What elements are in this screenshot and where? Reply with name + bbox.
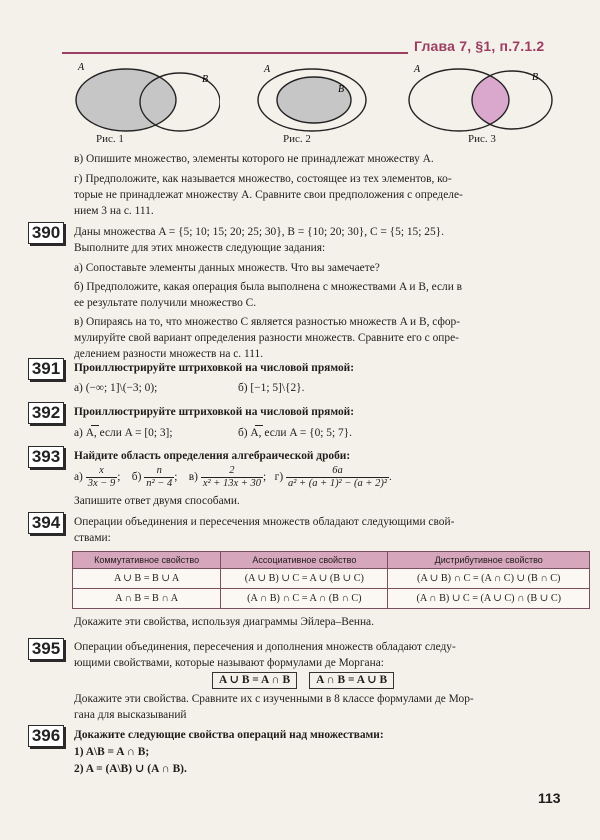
table-row — [73, 569, 590, 589]
task390-item-v-line1: в) Опираясь на то, что множество C является разностью множеств A и B, сфор- — [74, 316, 461, 328]
fraction-v-den: x² + 13x + 30 — [202, 478, 261, 489]
task395-line4: гана для высказываний — [74, 709, 187, 721]
task-number-396: 396 — [28, 725, 64, 747]
set-a-shaded — [76, 69, 176, 131]
task393-line1: Найдите область определения алгебраической дроби: — [74, 450, 351, 462]
table-cell: A ∪ B = B ∪ A — [73, 569, 221, 589]
formula-union-complement: A ∪ B = A ∩ B — [212, 672, 297, 689]
header-rule — [62, 52, 408, 54]
task389-item-v: в) Опишите множество, элементы которого не принадлежат множеству A. — [74, 153, 434, 165]
fraction-g-den: a² + (a + 1)² − (a + 2)² — [288, 478, 388, 489]
overline-mark-b — [255, 425, 263, 426]
task396-item-1: 1) A\B = A ∩ B; — [74, 746, 150, 758]
fraction-v — [201, 465, 263, 490]
task-number-392: 392 — [28, 402, 64, 424]
task392-item-a: а) A, если A = [0; 3]; — [74, 427, 173, 439]
figure-3 — [404, 60, 554, 132]
label-b: B — [338, 84, 345, 95]
task390-item-v-line3: делением разности множеств на с. 111. — [74, 348, 264, 360]
task-number-395: 395 — [28, 638, 64, 660]
task394-line1: Операции объединения и пересечения множеств обладают следующими свой- — [74, 516, 455, 528]
fraction-a — [86, 465, 118, 490]
task395-line3: Докажите эти свойства. Сравните их с изученными в 8 классе формулами де Мор- — [74, 693, 474, 705]
chapter-header: Глава 7, §1, п.7.1.2 — [414, 38, 545, 54]
task389-item-g-line2: торые не принадлежат множеству A. Сравните свои предположения с определе- — [74, 189, 463, 201]
table-row — [73, 589, 590, 609]
task393-fractions: а) $\frac{x}{3x - 9}$ ; б) $\frac{n}{\text{n² − 4}}$ ; в) $\frac{2}{\text{x² + 13x + 30}}$ ; г) $\frac{6a}{\text{a² + (a + 1)² − (a + 2)²}}$ . — [74, 465, 392, 489]
task391-item-a: а) (−∞; 1]\(−3; 0); — [74, 382, 158, 394]
task390-item-b-line1: б) Предположите, какая операция была выполнена с множествами A и B, если в — [74, 281, 463, 293]
task390-line1: Даны множества A = {5; 10; 15; 20; 25; 30}, B = {10; 20; 30}, C = {5; 15; 25}. — [74, 226, 444, 238]
task390-item-v-line2: мулируйте свой вариант определения разности множеств. Сравните его с опре- — [74, 332, 459, 344]
overline-mark-a — [91, 425, 99, 426]
fraction-a-den: 3x − 9 — [87, 478, 116, 489]
task392-line1: Проиллюстрируйте штриховкой на числовой прямой: — [74, 406, 355, 418]
task-number-391: 391 — [28, 358, 64, 380]
table-cell: (A ∩ B) ∪ C = (A ∪ C) ∩ (B ∪ C) — [388, 589, 590, 609]
task392-item-b: б) A, если A = {0; 5; 7}. — [238, 427, 352, 439]
task391-line1: Проиллюстрируйте штриховкой на числовой прямой: — [74, 362, 355, 374]
venn-diagram-3 — [404, 60, 554, 132]
formula-intersection-complement: A ∩ B = A ∪ B — [309, 672, 394, 689]
task396-line1: Докажите следующие свойства операций над множествами: — [74, 729, 384, 741]
fraction-b-den: n² − 4 — [146, 478, 173, 489]
task389-item-g-line1: г) Предположите, как называется множество, состоящее из тех элементов, ко- — [74, 173, 452, 185]
figure-1 — [70, 60, 220, 132]
task395-line1: Операции объединения, пересечения и дополнения множеств обладают следу- — [74, 641, 456, 653]
frac-v-label: в) — [188, 471, 198, 484]
fraction-a-num: x — [86, 465, 118, 478]
label-a: A — [264, 64, 271, 75]
label-b: B — [532, 72, 539, 83]
task-number-393: 393 — [28, 446, 64, 468]
frac-a-label: а) — [74, 471, 83, 484]
caption-1: Рис. 1 — [96, 133, 124, 145]
table-cell: (A ∩ B) ∩ C = A ∩ (B ∩ C) — [221, 589, 388, 609]
figure-2 — [252, 60, 372, 132]
table-cell: (A ∪ B) ∪ C = A ∪ (B ∪ C) — [221, 569, 388, 589]
fraction-b-num: n — [144, 465, 174, 478]
task394-line3: Докажите эти свойства, используя диаграммы Эйлера–Венна. — [74, 616, 374, 628]
label-a: A — [414, 64, 421, 75]
task-number-390: 390 — [28, 222, 64, 244]
task390-item-b-line2: ее результате получили множество C. — [74, 297, 257, 309]
page-number: 113 — [538, 790, 561, 806]
task-number-394: 394 — [28, 512, 64, 534]
caption-2: Рис. 2 — [283, 133, 311, 145]
task390-item-a: а) Сопоставьте элементы данных множеств. Что вы замечаете? — [74, 262, 380, 274]
task389-item-g-line3: нием 3 на с. 111. — [74, 205, 154, 217]
table-cell: A ∩ B = B ∩ A — [73, 589, 221, 609]
caption-3: Рис. 3 — [468, 133, 496, 145]
venn-diagram-2 — [252, 60, 372, 132]
fraction-v-num: 2 — [201, 465, 263, 478]
task394-line2: ствами: — [74, 532, 111, 544]
fraction-g — [286, 465, 389, 490]
task396-item-2: 2) A = (A\B) ∪ (A ∩ B). — [74, 763, 187, 775]
task390-line2: Выполните для этих множеств следующие задания: — [74, 242, 326, 254]
table-cell: (A ∪ B) ∩ C = (A ∩ C) ∪ (B ∩ C) — [388, 569, 590, 589]
header-distributive: Дистрибутивное свойство — [388, 552, 590, 569]
header-associative: Ассоциативное свойство — [221, 552, 388, 569]
task391-item-b: б) [−1; 5]\{2}. — [238, 382, 305, 394]
header-commutative: Коммутативное свойство — [73, 552, 221, 569]
fraction-g-num: 6a — [286, 465, 389, 478]
label-a: A — [78, 62, 85, 73]
venn-diagram-1 — [70, 60, 220, 132]
frac-g-label: г) — [274, 471, 284, 484]
label-b: B — [202, 74, 209, 85]
de-morgan-formulas — [212, 672, 406, 689]
table-header-row — [73, 552, 590, 569]
fraction-b — [144, 465, 174, 490]
task393-line2: Запишите ответ двумя способами. — [74, 495, 240, 507]
properties-table — [72, 551, 590, 609]
task395-line2: ющими свойствами, которые называют формулами де Моргана: — [74, 657, 384, 669]
frac-b-label: б) — [131, 471, 142, 484]
